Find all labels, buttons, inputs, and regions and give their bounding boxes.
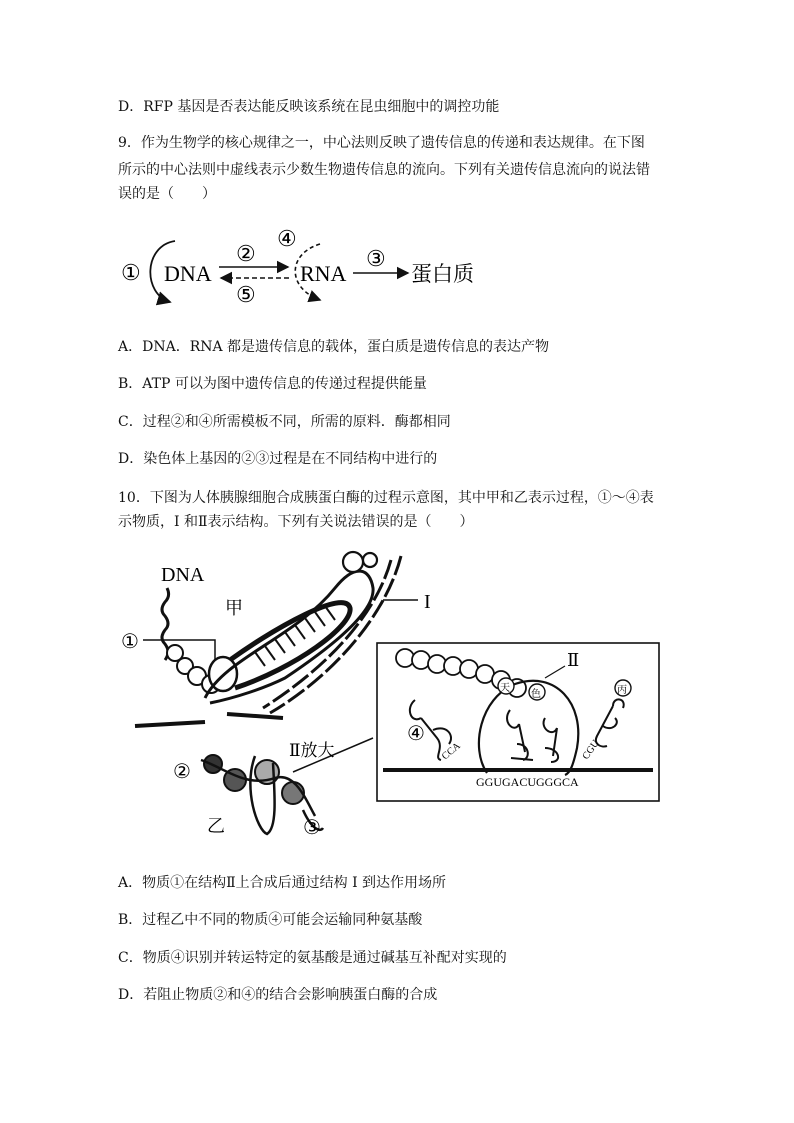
top-beads bbox=[343, 552, 377, 572]
diag-label-trna-c: 丙 bbox=[617, 685, 627, 696]
q8-option-d: D．RFP 基因是否表达能反映该系统在昆虫细胞中的调控功能 bbox=[118, 99, 500, 115]
cd-label-2: ② bbox=[236, 241, 256, 266]
q9-option-b: B．ATP 可以为图中遗传信息的传递过程提供能量 bbox=[118, 376, 427, 392]
cd-label-dna: DNA bbox=[164, 261, 212, 286]
q10-option-d: D．若阻止物质②和④的结合会影响胰蛋白酶的合成 bbox=[118, 987, 438, 1003]
cd-label-1: ① bbox=[121, 260, 141, 285]
lower-strand bbox=[227, 714, 283, 718]
diag-label-3: ③ bbox=[303, 817, 321, 839]
q10-stem-line-1: 10．下图为人体胰腺细胞合成胰蛋白酶的过程示意图，其中甲和乙表示过程，①～④表 bbox=[118, 490, 654, 506]
diag-label-anticodon-2: CGU bbox=[580, 738, 602, 762]
translation-diagram bbox=[115, 548, 675, 848]
cd-label-5: ⑤ bbox=[236, 282, 256, 307]
cd-label-3: ③ bbox=[366, 246, 386, 271]
q10-option-a: A．物质①在结构Ⅱ上合成后通过结构 I 到达作用场所 bbox=[118, 875, 447, 891]
q9-stem-line-1: 9．作为生物学的核心规律之一，中心法则反映了遗传信息的传递和表达规律。在下图 bbox=[118, 135, 645, 151]
lower-strand-2 bbox=[135, 722, 205, 726]
diag-label-struct2: Ⅱ bbox=[567, 650, 580, 670]
diag-label-4: ④ bbox=[407, 723, 425, 745]
diag-label-trna-a: 天 bbox=[500, 683, 510, 694]
cd-label-protein: 蛋白质 bbox=[411, 262, 474, 286]
diag-label-trna-b: 色 bbox=[531, 689, 541, 700]
diag-label-anticodon-1: CCA bbox=[439, 740, 463, 763]
q10-option-b: B．过程乙中不同的物质④可能会运输同种氨基酸 bbox=[118, 912, 423, 928]
diag-label-dna: DNA bbox=[161, 564, 205, 586]
q9-option-a: A．DNA．RNA 都是遗传信息的载体，蛋白质是遗传信息的表达产物 bbox=[118, 339, 550, 355]
q9-stem-line-2: 所示的中心法则中虚线表示少数生物遗传信息的流向。下列有关遗传信息流向的说法错 bbox=[118, 162, 650, 178]
q10-stem-line-2: 示物质，I 和Ⅱ表示结构。下列有关说法错误的是（ ） bbox=[118, 514, 474, 530]
cd-label-4: ④ bbox=[277, 226, 297, 251]
diag-label-1: ① bbox=[121, 631, 139, 653]
q9-option-d: D．染色体上基因的②③过程是在不同结构中进行的 bbox=[118, 451, 438, 467]
diag-label-2: ② bbox=[173, 761, 191, 783]
diag-label-enlarge: Ⅱ放大 bbox=[289, 741, 335, 760]
q9-option-c: C．过程②和④所需模板不同，所需的原料．酶都相同 bbox=[118, 414, 451, 430]
diag-label-mrna-seq: GGUGACUGGGCA bbox=[476, 775, 579, 789]
central-dogma-diagram bbox=[115, 226, 495, 316]
q10-option-c: C．物质④识别并转运特定的氨基酸是通过碱基互补配对实现的 bbox=[118, 950, 507, 966]
diag-label-jia: 甲 bbox=[225, 598, 243, 618]
diag-label-yi: 乙 bbox=[207, 816, 225, 836]
q9-stem-line-3: 误的是（ ） bbox=[118, 186, 216, 202]
cd-label-rna: RNA bbox=[300, 261, 347, 286]
diag-label-struct1: I bbox=[424, 591, 431, 613]
